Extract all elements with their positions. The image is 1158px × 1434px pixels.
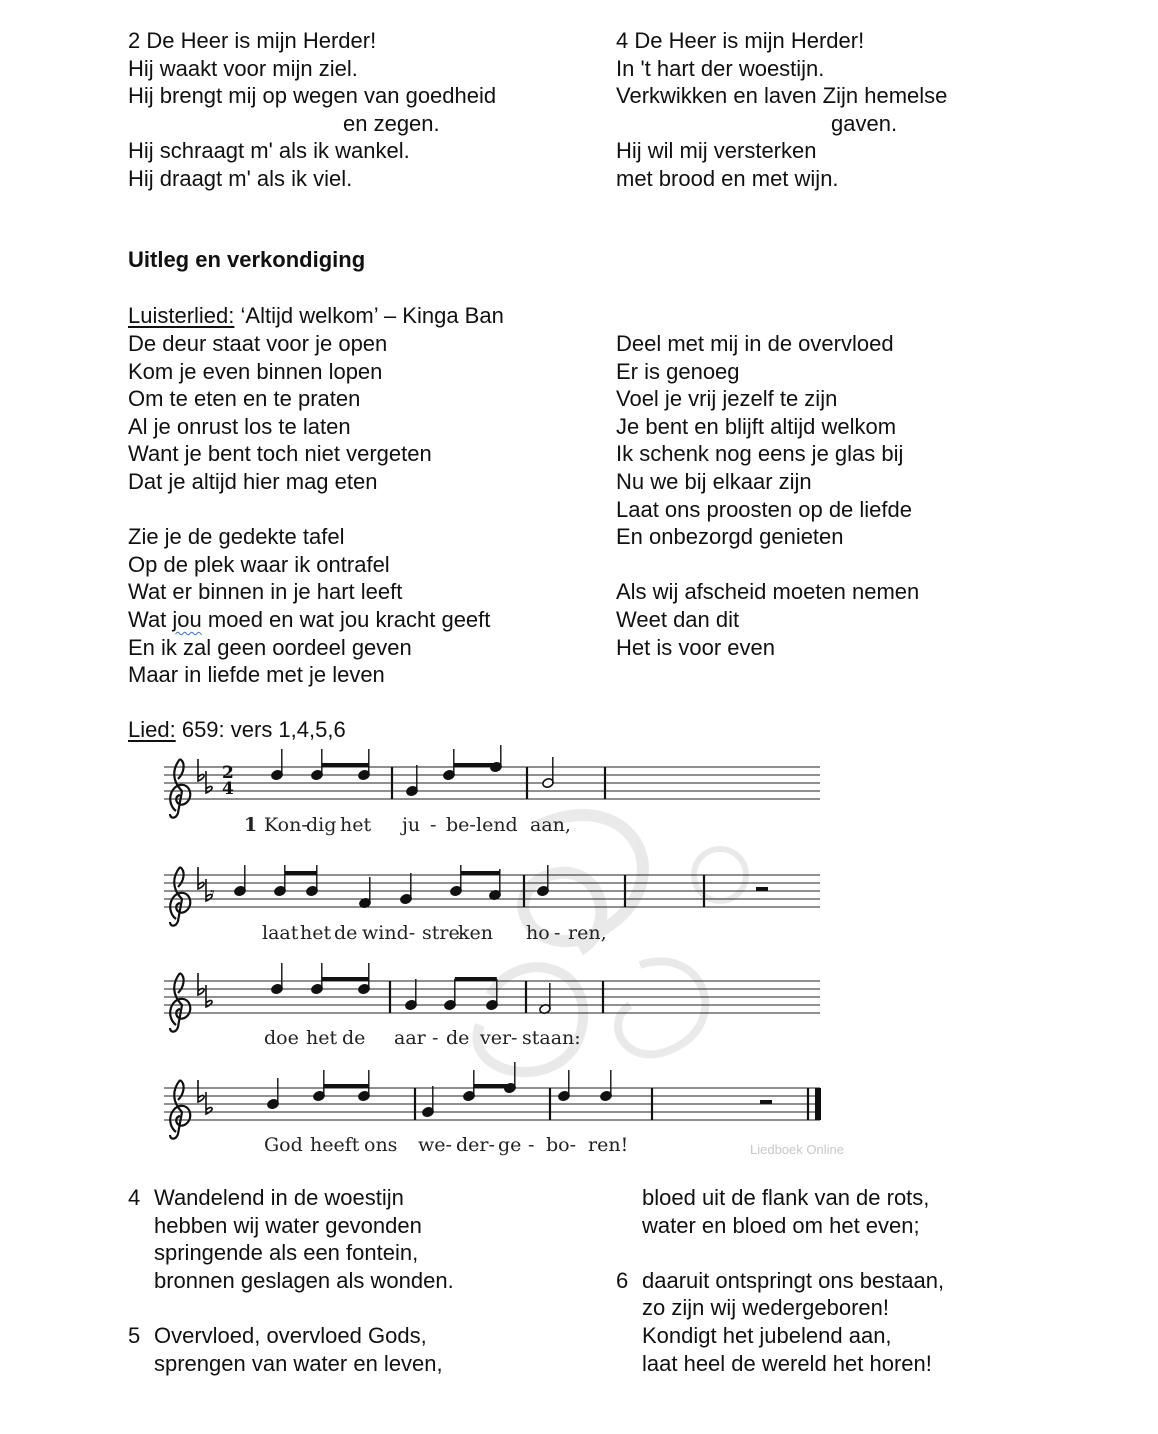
lyrics-system-3	[264, 1027, 581, 1049]
syllable: het	[306, 1027, 338, 1049]
stanza-line: Hij draagt m' als ik viel.	[128, 165, 353, 191]
lyric-line: Weet dan dit	[616, 606, 740, 632]
lyric-line: Het is voor even	[616, 634, 775, 660]
syllable: ken	[458, 922, 493, 944]
syllable: dig	[306, 814, 337, 836]
syllable: laat	[262, 922, 299, 944]
lyric-line: Je bent en blijft altijd welkom	[616, 413, 897, 439]
flat-icon	[198, 867, 204, 889]
stanza-line: 4 De Heer is mijn Herder!	[616, 28, 865, 53]
verses-right-column	[616, 1184, 944, 1377]
liedboek-watermark: Liedboek Online	[750, 1142, 844, 1157]
flat-icon	[198, 973, 204, 995]
lyric-line: Als wij afscheid moeten nemen	[616, 579, 920, 605]
luisterlied-song: ‘Altijd welkom’ – Kinga Ban	[234, 303, 504, 328]
lyric-line: Al je onrust los te laten	[128, 413, 351, 439]
lyric-fragment: moed en wat jou kracht geeft	[201, 606, 491, 632]
syllable: Kon-	[264, 814, 308, 836]
time-signature-top: 2	[222, 763, 234, 783]
syllable: ons	[364, 1134, 398, 1156]
syllable: stre-	[422, 922, 467, 944]
verse-line: bloed uit de flank van de rots,	[642, 1185, 930, 1210]
syllable: be-	[446, 814, 476, 836]
lyric-line: Maar in liefde met je leven	[128, 662, 385, 688]
syllable: ge	[498, 1134, 522, 1156]
time-signature-bottom: 4	[222, 779, 234, 799]
syllable: wind-	[362, 922, 416, 944]
stanza-line: Hij schraagt m' als ik wankel.	[128, 138, 410, 164]
syllable: aan,	[530, 814, 571, 836]
lyric-line: Nu we bij elkaar zijn	[616, 468, 812, 494]
staff	[164, 1080, 821, 1139]
verse-number: 6	[616, 1267, 629, 1293]
luisterlied-title	[128, 302, 504, 330]
lyric-blank	[616, 551, 919, 579]
verse-line: springende als een fontein,	[154, 1240, 419, 1266]
syllable: staan:	[522, 1027, 581, 1049]
note-beam	[455, 977, 497, 981]
lyric-line: Kom je even binnen lopen	[128, 358, 383, 384]
flat-icon	[206, 771, 212, 793]
note-beam	[324, 1084, 369, 1088]
lied-title	[128, 716, 346, 744]
stanza-line: Hij wil mij versterken	[616, 138, 817, 164]
lyric-line: De deur staat voor je open	[128, 331, 388, 356]
verse-number: 1	[244, 814, 258, 836]
syllable: -	[528, 1134, 535, 1156]
time-signature	[222, 763, 234, 799]
lyric-line: Deel met mij in de overvloed	[616, 331, 894, 356]
note-beam	[322, 977, 369, 981]
lyric-line: Op de plek waar ik ontrafel	[128, 551, 390, 577]
stanza-line: met brood en met wijn.	[616, 165, 839, 191]
syllable: ver-	[480, 1027, 518, 1049]
lied-number: 659: vers 1,4,5,6	[175, 717, 346, 742]
syllable: -	[430, 814, 437, 836]
verse-line: water en bloed om het even;	[642, 1212, 920, 1238]
syllable: doe	[264, 1027, 299, 1049]
verse-5	[128, 1322, 454, 1377]
lyrics-system-1	[244, 814, 571, 836]
verse-line: bronnen geslagen als wonden.	[154, 1267, 454, 1293]
note-beam	[285, 871, 317, 875]
lyric-line: Want je bent toch niet vergeten	[128, 441, 432, 467]
flat-icon	[198, 759, 204, 781]
syllable: de	[342, 1027, 366, 1049]
syllable: het	[340, 814, 372, 836]
section-heading: Uitleg en verkondiging	[128, 247, 366, 272]
syllable: ren,	[568, 922, 607, 944]
syllable: de	[446, 1027, 470, 1049]
syllable: het	[300, 922, 332, 944]
stanza-line: en zegen.	[343, 110, 440, 136]
verse-line: laat heel de wereld het horen!	[642, 1350, 932, 1376]
verses-left-column	[128, 1184, 454, 1377]
spellcheck-underlined-word[interactable]: jou	[172, 606, 202, 632]
treble-clef-icon	[170, 973, 190, 1032]
note-beam	[454, 763, 501, 767]
note-beam	[474, 1084, 515, 1088]
lyric-line: Ik schenk nog eens je glas bij	[616, 441, 904, 467]
half-rest	[760, 1100, 772, 1104]
lyric-fragment: Wat	[128, 606, 173, 632]
syllable: ju	[402, 814, 421, 836]
verse-line: Wandelend in de woestijn	[154, 1185, 404, 1210]
treble-clef-icon	[170, 759, 190, 818]
lyric-line-spellcheck	[128, 606, 490, 634]
stanza-line: Hij brengt mij op wegen van goedheid	[128, 83, 497, 109]
verse-line: daaruit ontspringt ons bestaan,	[642, 1267, 945, 1293]
verse-4	[128, 1184, 454, 1294]
verse-number: 5	[128, 1322, 141, 1348]
lyric-line: Dat je altijd hier mag eten	[128, 468, 378, 494]
lied-label: Lied:	[128, 717, 176, 742]
verse-line: zo zijn wij wedergeboren!	[642, 1295, 890, 1321]
psalm-stanza-4	[616, 27, 947, 193]
verse-6	[616, 1267, 944, 1377]
luisterlied-left-column	[128, 330, 490, 689]
psalm-stanza-2	[128, 27, 496, 193]
flat-icon	[198, 1080, 204, 1102]
luisterlied-right-column	[616, 330, 919, 661]
verse-line: hebben wij water gevonden	[154, 1212, 422, 1238]
lyric-line: Zie je de gedekte tafel	[128, 524, 345, 550]
final-bar-line	[815, 1088, 821, 1120]
syllable: aar	[394, 1027, 426, 1049]
note-beam	[322, 763, 369, 767]
treble-clef-icon	[170, 1080, 190, 1139]
syllable: der-	[456, 1134, 495, 1156]
stanza-line: Hij waakt voor mijn ziel.	[128, 55, 358, 81]
lyrics-system-4	[264, 1134, 628, 1156]
syllable: we-	[418, 1134, 452, 1156]
syllable: -	[432, 1027, 439, 1049]
lyric-line: Laat ons proosten op de liefde	[616, 496, 913, 522]
verse-5-continued	[616, 1184, 944, 1239]
note-beam	[461, 871, 500, 875]
lyric-line: Om te eten en te praten	[128, 386, 361, 412]
syllable: ren!	[588, 1134, 629, 1156]
lyrics-system-2	[262, 922, 607, 944]
music-score-image	[160, 745, 860, 1165]
syllable: de	[334, 922, 358, 944]
verse-line: sprengen van water en leven,	[154, 1350, 443, 1376]
verse-line: Kondigt het jubelend aan,	[642, 1322, 892, 1348]
ornament-watermark	[477, 815, 746, 1072]
syllable: bo-	[546, 1134, 577, 1156]
syllable: God	[264, 1134, 303, 1156]
syllable: -	[554, 922, 561, 944]
lyric-line: Er is genoeg	[616, 358, 740, 384]
syllable: heeft	[310, 1134, 360, 1156]
syllable: ho	[526, 922, 550, 944]
stanza-line: In 't hart der woestijn.	[616, 55, 825, 81]
stanza-line: Verkwikken en laven Zijn hemelse	[616, 83, 948, 109]
eighth-rest-icon: 𝄾	[210, 883, 215, 904]
lyric-line: En onbezorgd genieten	[616, 524, 844, 550]
lyric-blank	[128, 496, 490, 524]
luisterlied-label: Luisterlied:	[128, 303, 235, 328]
flat-icon	[206, 1092, 212, 1114]
verse-number: 4	[128, 1185, 141, 1210]
treble-clef-icon	[170, 867, 190, 926]
verse-line: Overvloed, overvloed Gods,	[154, 1322, 427, 1348]
flat-icon	[206, 985, 212, 1007]
stanza-line: gaven.	[831, 110, 898, 136]
lyric-line: En ik zal geen oordeel geven	[128, 634, 412, 660]
lyric-line: Voel je vrij jezelf te zijn	[616, 386, 838, 412]
syllable: lend	[476, 814, 518, 836]
half-rest	[756, 887, 768, 891]
stanza-line: 2 De Heer is mijn Herder!	[128, 28, 377, 53]
lyric-line: Wat er binnen in je hart leeft	[128, 579, 403, 605]
